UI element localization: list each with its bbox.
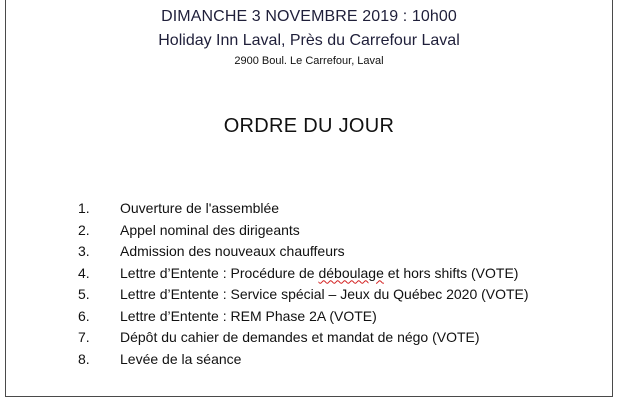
agenda-item-text-after: et hors shifts (VOTE) (383, 264, 519, 281)
meeting-date-time: DIMANCHE 3 NOVEMBRE 2019 : 10h00 (161, 8, 457, 25)
agenda-item-text: Lettre d’Entente : Service spécial – Jeux du Québec 2020 (VOTE) (120, 286, 529, 302)
spellcheck-flagged-word[interactable]: déboulage (318, 264, 384, 281)
agenda-item-text: Lettre d’Entente : REM Phase 2A (VOTE) (120, 307, 377, 324)
meeting-address: 2900 Boul. Le Carrefour, Laval (234, 55, 384, 67)
agenda-item-number: 1. (78, 200, 90, 216)
agenda-item (78, 198, 529, 220)
agenda-item-number: 7. (78, 329, 90, 345)
agenda-item-number: 2. (78, 221, 90, 238)
agenda-item (78, 263, 529, 285)
agenda-list (78, 198, 529, 370)
agenda-item (78, 241, 529, 263)
agenda-item-number: 5. (78, 286, 90, 302)
agenda-item-text: Admission des nouveaux chauffeurs (120, 243, 345, 259)
agenda-item-text: Dépôt du cahier de demandes et mandat de négo (VOTE) (120, 329, 480, 345)
agenda-item (78, 349, 529, 371)
agenda-item-number: 8. (78, 350, 90, 367)
agenda-item-text: Levée de la séance (120, 350, 242, 367)
agenda-item-number: 3. (78, 243, 90, 259)
agenda-item-text: Appel nominal des dirigeants (120, 221, 300, 238)
agenda-item (78, 327, 529, 349)
agenda-item (78, 306, 529, 328)
agenda-item-number: 6. (78, 307, 90, 324)
document-page (5, 0, 613, 397)
agenda-item-number: 4. (78, 264, 90, 281)
agenda-item-text-before: Lettre d’Entente : Procédure de (120, 264, 319, 281)
agenda-item (78, 284, 529, 306)
agenda-title: ORDRE DU JOUR (223, 115, 395, 137)
agenda-item-text: Ouverture de l'assemblée (120, 200, 280, 216)
meeting-venue: Holiday Inn Laval, Près du Carrefour Laval (158, 32, 460, 49)
agenda-item (78, 220, 529, 242)
